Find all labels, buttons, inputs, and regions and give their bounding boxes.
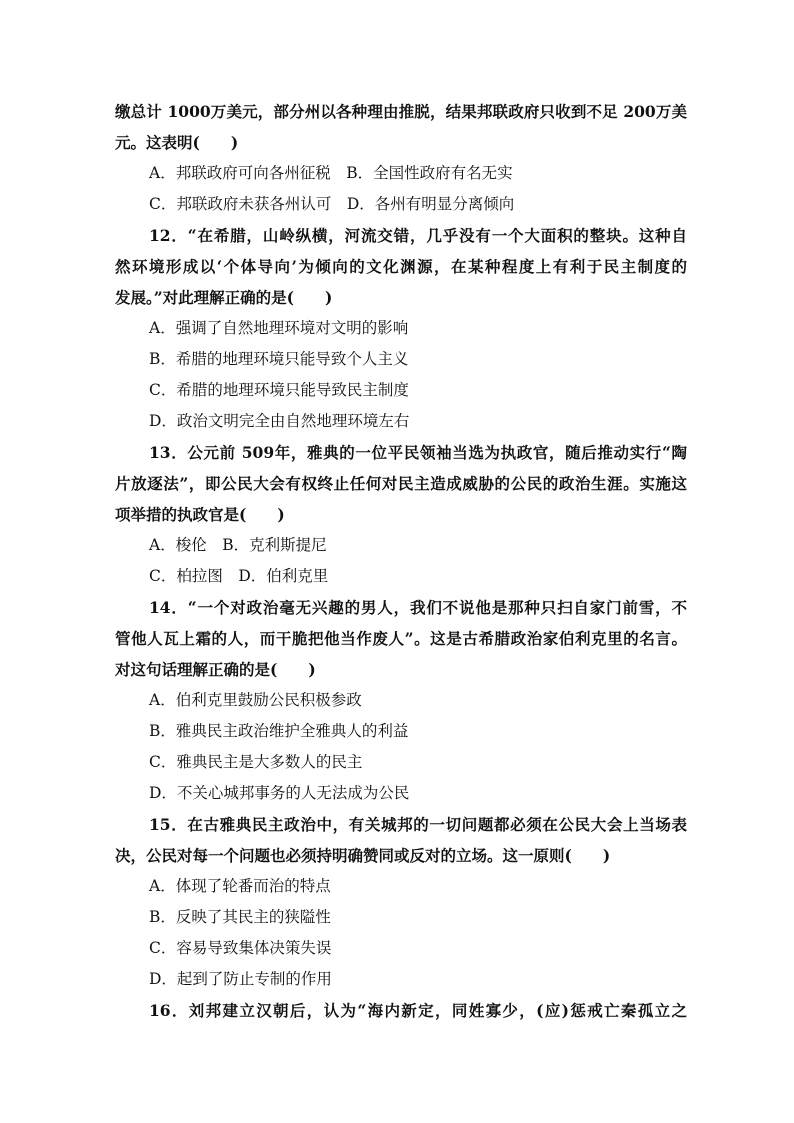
- question-stem-line: 16．刘邦建立汉朝后，认为“海内新定，同姓寡少，(应)惩戒亡秦孤立之: [149, 1001, 687, 1020]
- question-16: [115, 995, 687, 1026]
- answer-option-d: D．不关心城邦事务的人无法成为公民: [149, 784, 410, 802]
- exam-page: [115, 96, 687, 1026]
- question-12: [115, 220, 687, 437]
- answer-option-d: D．起到了防止专制的作用: [149, 970, 332, 988]
- question-stem-line: 15．在古雅典民主政治中，有关城邦的一切问题都必须在公民大会上当场表: [149, 815, 687, 834]
- answer-option-a: A．体现了轮番而治的特点: [149, 877, 331, 895]
- question-stem-line: 片放逐法”，即公民大会有权终止任何对民主造成威胁的公民的政治生涯。实施这: [115, 474, 687, 493]
- question-11-continued: [115, 96, 687, 220]
- answer-option-d: D．政治文明完全由自然地理环境左右: [149, 412, 410, 430]
- answer-option-c: C．容易导致集体决策失误: [149, 939, 332, 957]
- answer-option-a: A．强调了自然地理环境对文明的影响: [149, 319, 409, 337]
- question-stem-line: 13．公元前 509年，雅典的一位平民领袖当选为执政官，随后推动实行“陶: [149, 443, 687, 462]
- question-stem-line: 决，公民对每一个问题也必须持明确赞同或反对的立场。这一原则( ): [115, 846, 611, 865]
- question-stem-line: 项举措的执政官是( ): [115, 505, 285, 524]
- question-stem-line: 管他人瓦上霜的人，而干脆把他当作废人”。这是古希腊政治家伯利克里的名言。: [115, 629, 687, 648]
- answer-option-a: A．伯利克里鼓励公民积极参政: [149, 691, 362, 709]
- question-stem-line: 然环境形成以‘个体导向’为倾向的文化渊源，在某种程度上有利于民主制度的: [115, 257, 687, 276]
- question-stem-line: 发展。”对此理解正确的是( ): [115, 288, 333, 307]
- answer-option-c: C．雅典民主是大多数人的民主: [149, 753, 363, 771]
- question-stem-line: 对这句话理解正确的是( ): [115, 660, 316, 679]
- question-stem-line: 12．“在希腊，山岭纵横，河流交错，几乎没有一个大面积的整块。这种自: [149, 226, 687, 245]
- question-stem-line: 缴总计 1000万美元，部分州以各种理由推脱，结果邦联政府只收到不足 200万美: [115, 102, 687, 121]
- answer-option-b: B．希腊的地理环境只能导致个人主义: [149, 350, 409, 368]
- question-stem-line: 14．“一个对政治毫无兴趣的男人，我们不说他是那种只扫自家门前雪，不: [149, 598, 687, 617]
- answer-option-b: B．雅典民主政治维护全雅典人的利益: [149, 722, 409, 740]
- question-15: [115, 809, 687, 995]
- question-14: [115, 592, 687, 809]
- question-13: [115, 437, 687, 592]
- answer-option-b: B．反映了其民主的狭隘性: [149, 908, 331, 926]
- answer-option-line: A．梭伦 B．克利斯提尼: [149, 536, 327, 554]
- answer-option-line: A．邦联政府可向各州征税 B．全国性政府有名无实: [149, 164, 513, 182]
- question-stem-line: 元。这表明( ): [115, 133, 239, 152]
- answer-option-line: C．柏拉图 D．伯利克里: [149, 567, 329, 585]
- answer-option-c: C．希腊的地理环境只能导致民主制度: [149, 381, 409, 399]
- answer-option-line: C．邦联政府未获各州认可 D．各州有明显分离倾向: [149, 195, 515, 213]
